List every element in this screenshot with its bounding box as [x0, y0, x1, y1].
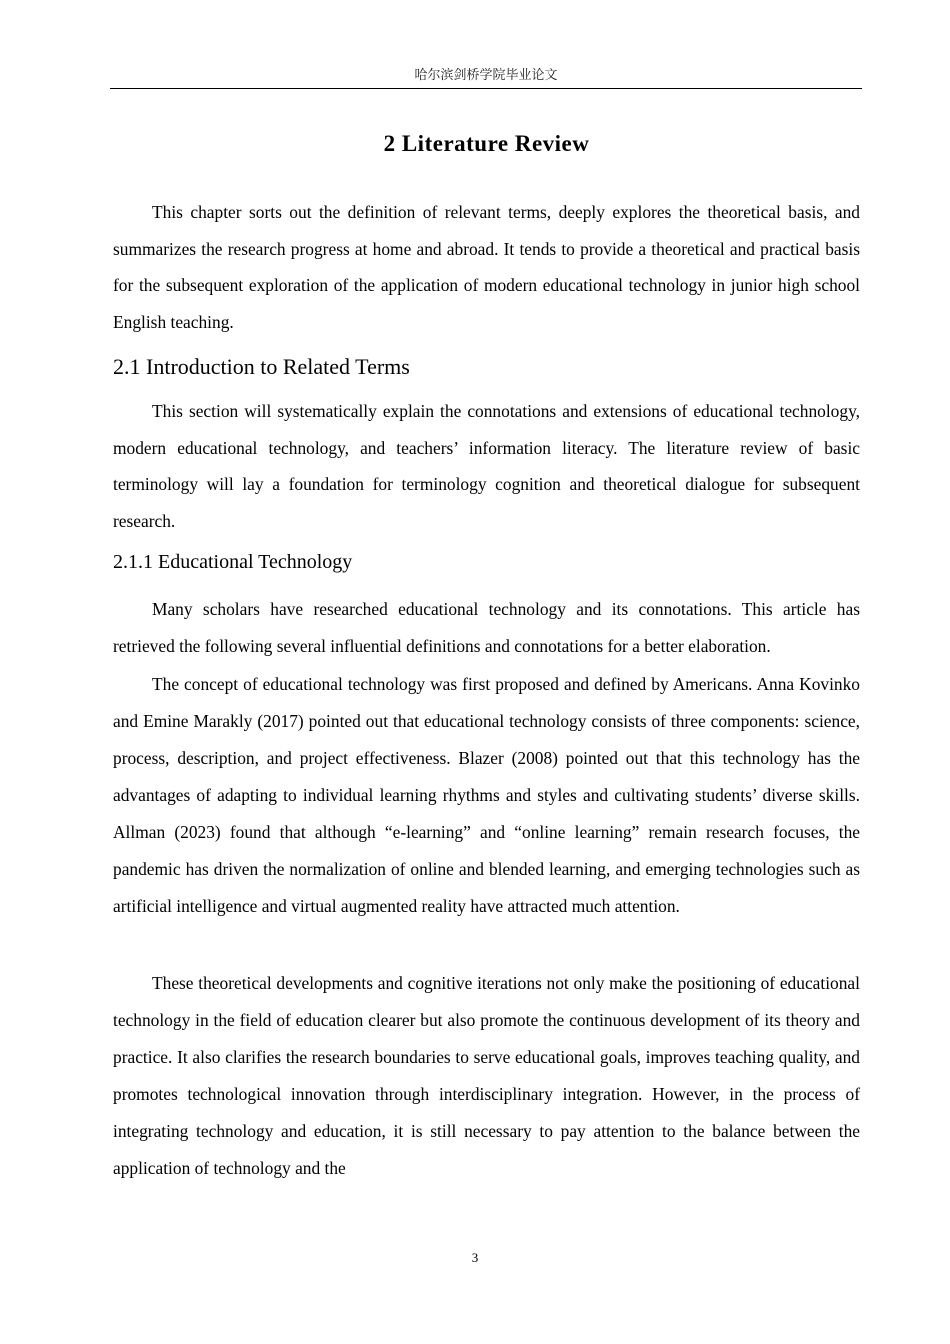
subsection-heading-2-1-1: 2.1.1 Educational Technology: [113, 551, 353, 573]
running-header: 哈尔滨剑桥学院毕业论文: [110, 66, 862, 89]
chapter-intro-paragraph: This chapter sorts out the definition of relevant terms, deeply explores the theoretical basis, and summarizes the research progress at home and abroad. It tends to provide a theoretical and practical basis for the subsequent exploration of the application of modern educational technology in junior high school English teaching.: [113, 202, 860, 332]
page-number: 3: [471, 1250, 479, 1265]
subsection-paragraph-2: The concept of educational technology was first proposed and defined by Americans. Anna Kovinko and Emine Marakly (2017) pointed out that educational technology consists of three components: science, process, description, and project effectiveness. Blazer (2008) pointed out that this technology has the advantages of adapting to individual learning rhythms and styles and cultivating students’ diverse skills. Allman (2023) found that although “e-learning” and “online learning” remain research focuses, the pandemic has driven the normalization of online and blended learning, and emerging technologies such as artificial intelligence and virtual augmented reality have attracted much attention.: [113, 674, 860, 916]
chapter-title: 2 Literature Review: [383, 131, 590, 156]
section-heading-2-1: 2.1 Introduction to Related Terms: [113, 354, 410, 379]
section-2-1-paragraph: This section will systematically explain the connotations and extensions of educational technology, modern educational technology, and teachers’ information literacy. The literature review of basic terminology will lay a foundation for terminology cognition and theoretical dialogue for subsequent research.: [113, 401, 860, 531]
subsection-paragraph-1: Many scholars have researched educational technology and its connotations. This article has retrieved the following several influential definitions and connotations for a better elaboration.: [113, 599, 860, 656]
subsection-paragraph-3: These theoretical developments and cognitive iterations not only make the positioning of educational technology in the field of education clearer but also promote the continuous development of its theory and practice. It also clarifies the research boundaries to serve educational goals, improves teaching quality, and promotes technological innovation through interdisciplinary integration. However, in the process of integrating technology and education, it is still necessary to pay attention to the balance between the application of technology and the: [113, 973, 860, 1178]
